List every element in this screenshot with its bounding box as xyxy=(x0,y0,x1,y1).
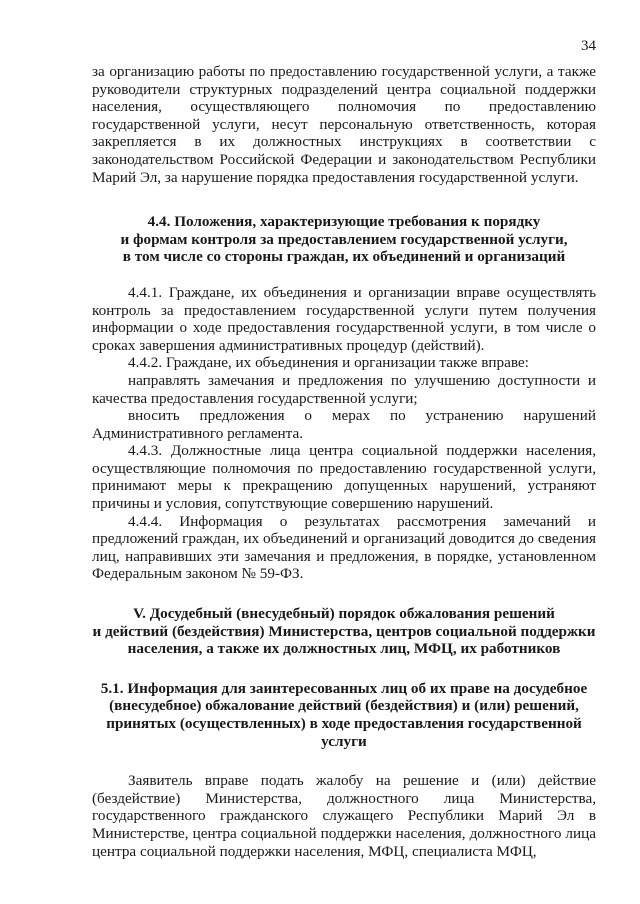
section-5-1-heading: 5.1. Информация для заинтересованных лиц об их праве на досудебное (внесудебное) обжалование действий (бездействия) и (или) решений, принятых (осуществленных) в ходе предоставления государственной услуги xyxy=(100,679,588,750)
section-5-heading: V. Досудебный (внесудебный) порядок обжалования решений и действий (бездействия) Министерства, центров социальной поддержки населения, а также их должностных лиц, МФЦ, их работников xyxy=(92,605,596,658)
section-4-4-heading: 4.4. Положения, характеризующие требования к порядку и формам контроля за предоставлением государственной услуги, в том числе со стороны граждан, их объединений и организаций xyxy=(120,213,568,266)
paragraph-4-4-2: 4.4.2. Граждане, их объединения и организации также вправе: xyxy=(128,354,529,372)
page-number: 34 xyxy=(581,38,596,54)
paragraph-4-4-1: 4.4.1. Граждане, их объединения и организации вправе осуществлять контроль за предоставлением государственной услуги путем получения информации о ходе предоставления государственной услуги, в том числе о сроках завершения административных процедур (действий). xyxy=(92,283,596,354)
paragraph-4-4-3: 4.4.3. Должностные лица центра социальной поддержки населения, осуществляющие полномочия по предоставлению государственной услуги, принимают меры к прекращению допущенных нарушений, устраняют причины и условия, сопутствующие совершению нарушений. xyxy=(92,442,596,513)
paragraph-4-4-2-item-1: направлять замечания и предложения по улучшению доступности и качества предоставления государственной услуги; xyxy=(92,371,596,407)
paragraph-4-4-4: 4.4.4. Информация о результатах рассмотрения замечаний и предложений граждан, их объединений и организаций доводится до сведения лиц, направивших эти замечания и предложения, в порядке, установленном Федеральным законом № 59-ФЗ. xyxy=(92,512,596,583)
document-body xyxy=(92,63,596,860)
paragraph-4-4-2-item-2: вносить предложения о мерах по устранению нарушений Административного регламента. xyxy=(92,407,596,442)
intro-paragraph: за организацию работы по предоставлению государственной услуги, а также руководители структурных подразделений центра социальной поддержки населения, осуществляющего полномочия по предоставлению государственной услуги, несут персональную ответственность, которая закрепляется в их должностных инструкциях в соответствии с законодательством Российской Федерации и законодательством Республики Марий Эл, за нарушение порядка предоставления государственной услуги. xyxy=(92,63,596,186)
paragraph-5-1: Заявитель вправе подать жалобу на решение и (или) действие (бездействие) Министерства, должностного лица Министерства, государственного гражданского служащего Республики Марий Эл в Министерстве, центра социальной поддержки населения, должностного лица центра социальной поддержки населения, МФЦ, специалиста МФЦ, xyxy=(92,772,596,860)
